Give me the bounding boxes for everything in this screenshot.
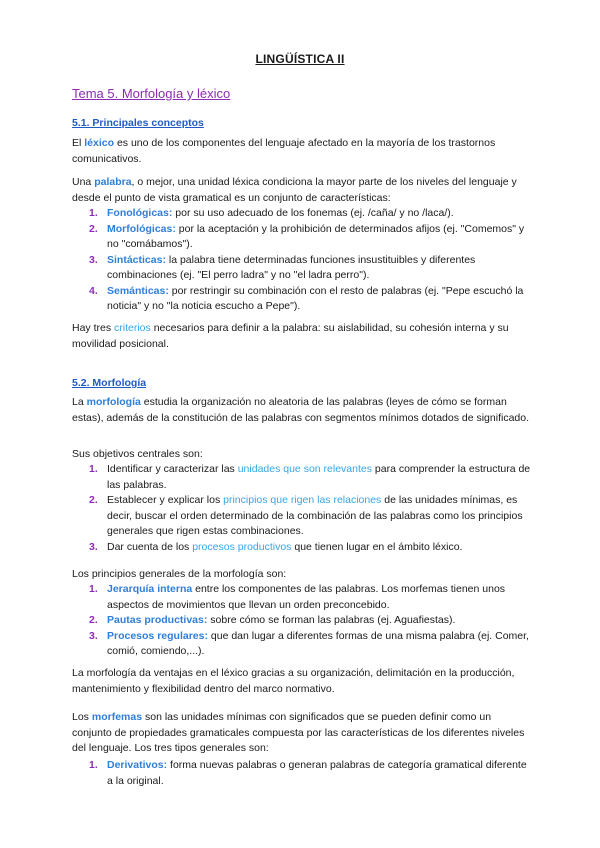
- list-keyword: Pautas productivas:: [107, 614, 208, 626]
- list-number: 1.: [89, 759, 98, 771]
- keyword-morfemas: morfemas: [91, 711, 143, 723]
- list-number: 2.: [89, 614, 98, 626]
- list-keyword: procesos productivos: [192, 540, 292, 553]
- section-heading-5-1: 5.1. Principales conceptos: [72, 117, 204, 129]
- list-keyword: Semánticas:: [107, 284, 169, 297]
- list-number: 1.: [89, 463, 98, 475]
- paragraph-ventajas: La morfología da ventajas en el léxico gracias a su organización, delimitación en la producción, mantenimiento y flexibilidad dentro del marco normativo.: [72, 667, 515, 695]
- list-keyword: principios que rigen las relaciones: [223, 494, 382, 506]
- list-number: 3.: [89, 540, 98, 553]
- list-keyword: Derivativos:: [107, 759, 168, 771]
- list-item: 3. Procesos regulares: que dan lugar a diferentes formas de una misma palabra (ej. Comer, comió, comiendo,...).: [89, 629, 529, 657]
- paragraph-principios: Los principios generales de la morfología son:: [72, 568, 287, 580]
- goals-list: [72, 462, 532, 555]
- keyword-morfologia: morfología: [86, 396, 141, 408]
- list-item: 1. Derivativos: forma nuevas palabras o generan palabras de categoría gramatical diferente a la original.: [89, 759, 527, 787]
- characteristics-list: [72, 206, 532, 315]
- list-item: 3. Dar cuenta de los procesos productivos que tienen lugar en el ámbito léxico.: [72, 540, 532, 556]
- list-keyword: Morfológicas:: [107, 222, 176, 235]
- list-keyword: unidades que son relevantes: [237, 463, 372, 475]
- list-keyword: Jerarquía interna: [107, 583, 193, 595]
- list-number: 2.: [89, 494, 98, 506]
- list-number: 1.: [89, 207, 98, 219]
- list-item: 1. Jerarquía interna entre los componentes de las palabras. Los morfemas tienen unos aspectos de movimientos que llevan un orden preconcebido.: [89, 583, 506, 611]
- list-item: 1. Fonológicas: por su uso adecuado de los fonemas (ej. /caña/ y no /laca/).: [72, 206, 532, 222]
- list-item: 3. Sintácticas: la palabra tiene determinadas funciones insustituibles y diferentes combinaciones (ej. "El perro ladra" y no "el ladra perro").: [89, 253, 476, 281]
- list-number: 3.: [89, 253, 98, 266]
- list-number: 4.: [89, 284, 98, 297]
- list-item: 1. Identificar y caracterizar las unidades que son relevantes para comprender la estructura de las palabras.: [89, 463, 531, 491]
- list-item: 2. Pautas productivas: sobre cómo se forman las palabras (ej. Aguafiestas).: [72, 613, 532, 629]
- list-number: 2.: [89, 222, 98, 235]
- paragraph-morfologia: La morfología estudia la organización no aleatoria de las palabras (leyes de cómo se forman estas), además de la constitución de las palabras con segmentos mínimos dotados de significado.: [72, 396, 530, 424]
- list-keyword: Procesos regulares:: [107, 629, 208, 642]
- paragraph-criterios: Hay tres criterios necesarios para definir a la palabra: su aislabilidad, su cohesión interna y su movilidad posicional.: [72, 322, 509, 350]
- list-number: 3.: [89, 629, 98, 642]
- section-heading-5-2: 5.2. Morfología: [72, 377, 147, 389]
- list-number: 1.: [89, 583, 98, 595]
- paragraph-palabra: Una palabra, o mejor, una unidad léxica condiciona la mayor parte de los niveles del lenguaje y desde el punto de vista gramatical es un conjunto de características:: [72, 176, 517, 204]
- list-item: 2. Establecer y explicar los principios que rigen las relaciones de las unidades mínimas, es decir, buscar el orden determinado de la combinación de las palabras como los principios generales que rigen estas combinaciones.: [89, 494, 523, 537]
- keyword-palabra: palabra: [94, 176, 132, 188]
- document-title: LINGÜÍSTICA II: [255, 52, 345, 66]
- keyword-criterios: criterios: [114, 322, 151, 334]
- list-item: 4. Semánticas: por restringir su combinación con el resto de palabras (ej. "Pepe escuchó la noticia" y no "la noticia escucho a Pepe").: [89, 284, 524, 312]
- list-keyword: Fonológicas:: [107, 207, 173, 219]
- list-keyword: Sintácticas:: [107, 253, 166, 266]
- topic-heading: Tema 5. Morfología y léxico: [72, 86, 231, 101]
- types-list: [72, 758, 532, 789]
- paragraph-objetivos: Sus objetivos centrales son:: [72, 448, 203, 460]
- keyword-lexico: léxico: [84, 137, 115, 149]
- paragraph-morfemas: Los morfemas son las unidades mínimas con significados que se pueden definir como un conjunto de propiedades gramaticales compuesta por las características de los diferentes niveles del lenguaje. Los tres tipos generales son:: [72, 711, 525, 754]
- list-item: 2. Morfológicas: por la aceptación y la prohibición de determinados afijos (ej. "Comemos" y no "comábamos").: [89, 222, 525, 250]
- paragraph-lexico: El léxico es uno de los componentes del lenguaje afectado en la mayoría de los trastornos comunicativos.: [72, 137, 496, 165]
- principles-list: [72, 582, 532, 660]
